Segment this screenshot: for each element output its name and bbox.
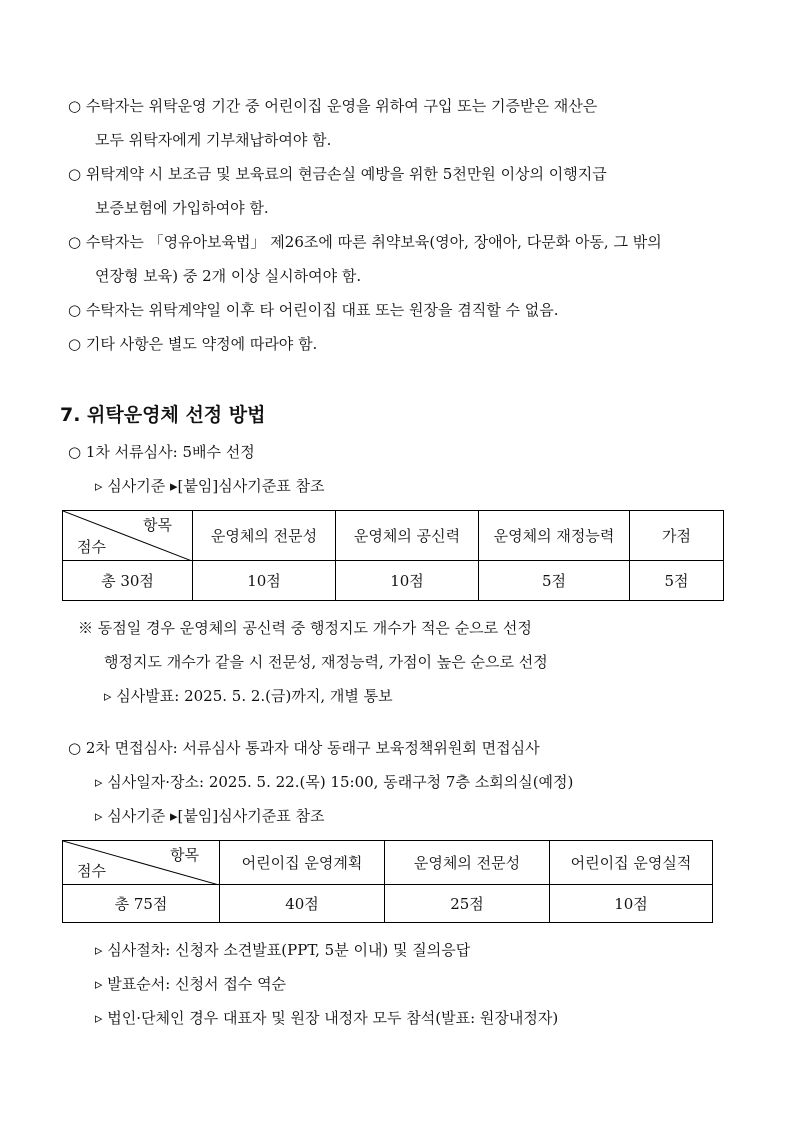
intro-item-5: ○ 기타 사항은 별도 약정에 따라야 함. bbox=[68, 335, 318, 353]
intro-item-1: ○ 수탁자는 위탁운영 기간 중 어린이집 운영을 위하여 구입 또는 기증받은 재산은 bbox=[68, 97, 598, 115]
intro-item-2: ○ 위탁계약 시 보조금 및 보육료의 현금손실 예방을 위한 5천만원 이상의 이행지급 bbox=[68, 165, 607, 183]
table-header: 어린이집 운영계획 bbox=[220, 841, 385, 885]
table-cell: 5점 bbox=[630, 561, 724, 601]
stage1-criteria: ▹ 심사기준 ▸[붙임]심사기준표 참조 bbox=[95, 477, 325, 495]
table-row-label: 총 75점 bbox=[63, 885, 220, 923]
table-cell: 10점 bbox=[550, 885, 713, 923]
diag-label-score: 점수 bbox=[77, 538, 106, 556]
table-header: 가점 bbox=[630, 511, 724, 561]
table-cell: 5점 bbox=[479, 561, 630, 601]
diag-label-score: 점수 bbox=[77, 862, 106, 880]
table-header: 어린이집 운영실적 bbox=[550, 841, 713, 885]
stage1-heading: ○ 1차 서류심사: 5배수 선정 bbox=[68, 443, 255, 461]
table-diag-cell bbox=[63, 511, 193, 561]
intro-item-3-cont: 연장형 보육) 중 2개 이상 실시하여야 함. bbox=[95, 267, 362, 285]
stage2-order: ▹ 발표순서: 신청서 접수 역순 bbox=[95, 975, 287, 993]
table-header: 운영체의 공신력 bbox=[336, 511, 479, 561]
intro-item-4: ○ 수탁자는 위탁계약일 이후 타 어린이집 대표 또는 원장을 겸직할 수 없음. bbox=[68, 301, 559, 319]
table-header: 운영체의 전문성 bbox=[193, 511, 336, 561]
stage2-procedure: ▹ 심사절차: 신청자 소견발표(PPT, 5분 이내) 및 질의응답 bbox=[95, 941, 471, 959]
table-cell: 10점 bbox=[193, 561, 336, 601]
intro-item-2-cont: 보증보험에 가입하여야 함. bbox=[95, 199, 269, 217]
table-row-label: 총 30점 bbox=[63, 561, 193, 601]
stage1-note1: ※ 동점일 경우 운영체의 공신력 중 행정지도 개수가 적은 순으로 선정 bbox=[78, 619, 532, 637]
intro-item-3: ○ 수탁자는 「영유아보육법」 제26조에 따른 취약보육(영아, 장애아, 다문화 아동, 그 밖의 bbox=[68, 233, 662, 251]
stage1-score-table bbox=[62, 510, 724, 601]
stage2-heading: ○ 2차 면접심사: 서류심사 통과자 대상 동래구 보육정책위원회 면접심사 bbox=[68, 739, 540, 757]
stage2-score-table bbox=[62, 840, 713, 923]
diag-label-item: 항목 bbox=[143, 516, 172, 534]
table-cell: 25점 bbox=[385, 885, 550, 923]
diag-label-item: 항목 bbox=[170, 846, 199, 864]
stage2-schedule: ▹ 심사일자·장소: 2025. 5. 22.(목) 15:00, 동래구청 7층 소회의실(예정) bbox=[95, 773, 574, 791]
stage2-criteria: ▹ 심사기준 ▸[붙임]심사기준표 참조 bbox=[95, 807, 325, 825]
table-header: 운영체의 전문성 bbox=[385, 841, 550, 885]
intro-item-1-cont: 모두 위탁자에게 기부채납하여야 함. bbox=[95, 131, 332, 149]
table-diag-cell bbox=[63, 841, 220, 885]
section-title: 7. 위탁운영체 선정 방법 bbox=[60, 404, 266, 426]
stage2-attendance: ▹ 법인·단체인 경우 대표자 및 원장 내정자 모두 참석(발표: 원장내정자) bbox=[95, 1009, 559, 1027]
stage1-note2: 행정지도 개수가 같을 시 전문성, 재정능력, 가점이 높은 순으로 선정 bbox=[104, 653, 548, 671]
table-cell: 10점 bbox=[336, 561, 479, 601]
table-header: 운영체의 재정능력 bbox=[479, 511, 630, 561]
table-cell: 40점 bbox=[220, 885, 385, 923]
stage1-announce: ▹ 심사발표: 2025. 5. 2.(금)까지, 개별 통보 bbox=[104, 687, 393, 705]
